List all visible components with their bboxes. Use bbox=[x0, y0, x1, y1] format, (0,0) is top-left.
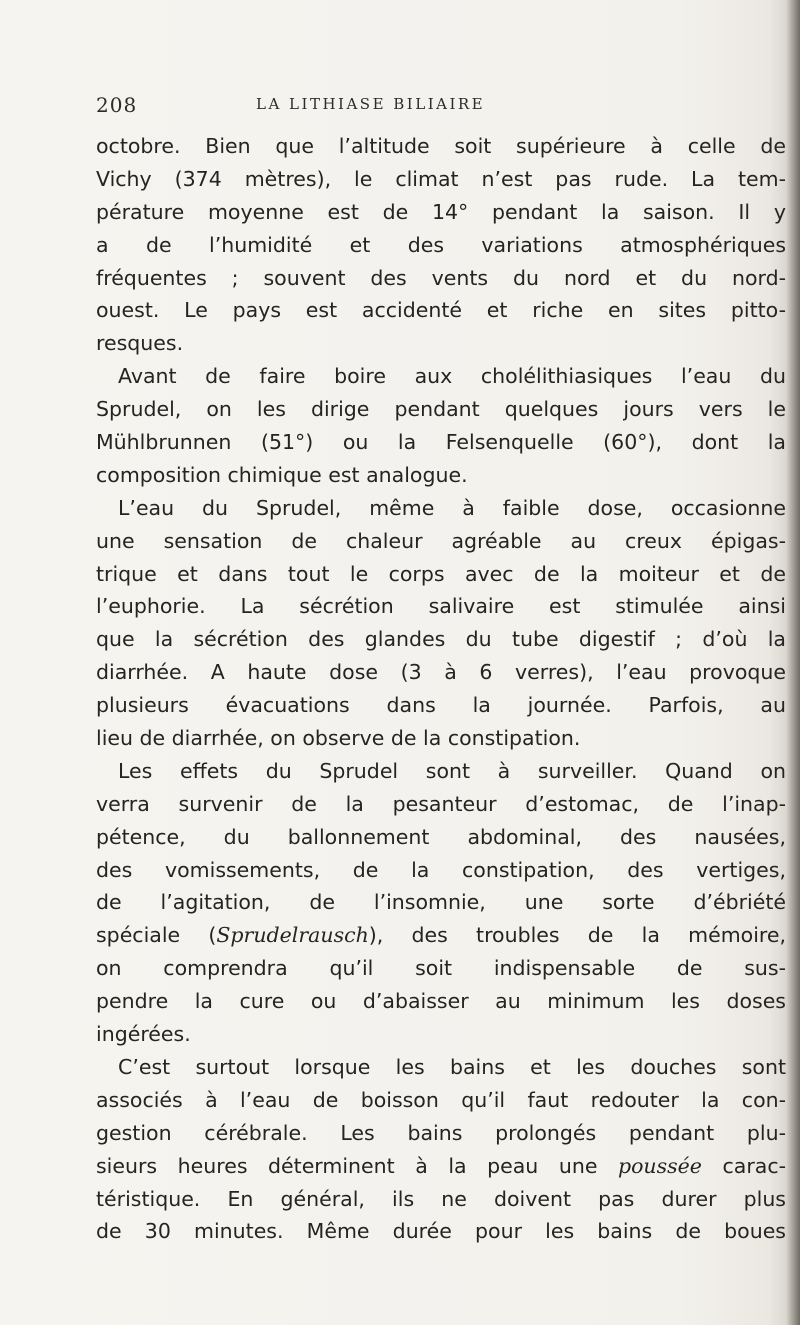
italic-term: poussée bbox=[617, 1153, 702, 1178]
text-line: une sensation de chaleur agréable au creux épigas- bbox=[96, 528, 786, 553]
text-line-with-italic bbox=[96, 1150, 786, 1183]
italic-term: Sprudelrausch bbox=[216, 923, 369, 948]
text-line: ouest. Le pays est accidenté et riche en sites pitto- bbox=[96, 298, 786, 323]
text-line: Mühlbrunnen (51°) ou la Felsenquelle (60°), dont la bbox=[96, 430, 786, 455]
text-line: l’euphorie. La sécrétion salivaire est stimulée ainsi bbox=[96, 594, 786, 619]
text-line: diarrhée. A haute dose (3 à 6 verres), l’eau provoque bbox=[96, 660, 786, 685]
text-line: de 30 minutes. Même durée pour les bains de boues bbox=[96, 1219, 786, 1244]
text-line: on comprendra qu’il soit indispensable de sus- bbox=[96, 956, 786, 981]
paragraph-start: Avant de faire boire aux cholélithiasiques l’eau du bbox=[118, 364, 786, 389]
text-segment: carac- bbox=[701, 1153, 786, 1178]
text-line: plusieurs évacuations dans la journée. Parfois, au bbox=[96, 693, 786, 718]
text-line: des vomissements, de la constipation, des vertiges, bbox=[96, 857, 786, 882]
text-line: octobre. Bien que l’altitude soit supérieure à celle de bbox=[96, 134, 786, 158]
text-line: composition chimique est analogue. bbox=[96, 462, 468, 487]
text-line: gestion cérébrale. Les bains prolongés pendant plu- bbox=[96, 1120, 786, 1145]
text-line: associés à l’eau de boisson qu’il faut redouter la con- bbox=[96, 1087, 786, 1112]
text-line: trique et dans tout le corps avec de la moiteur et de bbox=[96, 561, 786, 586]
page-edge-shadow bbox=[786, 0, 800, 1325]
text-line: resques. bbox=[96, 331, 184, 356]
text-line: pétence, du ballonnement abdominal, des nausées, bbox=[96, 824, 786, 849]
paragraph-start: L’eau du Sprudel, même à faible dose, occasionne bbox=[118, 495, 786, 520]
body-text bbox=[96, 130, 786, 1248]
text-line: ingérées. bbox=[96, 1022, 191, 1047]
text-line: fréquentes ; souvent des vents du nord et du nord- bbox=[96, 265, 786, 290]
running-head bbox=[96, 93, 736, 121]
text-line-with-italic bbox=[96, 919, 786, 952]
text-segment: spéciale ( bbox=[96, 923, 217, 948]
text-line: téristique. En général, ils ne doivent pas durer plus bbox=[96, 1186, 786, 1211]
text-line: a de l’humidité et des variations atmosphériques bbox=[96, 232, 786, 257]
text-line: Vichy (374 mètres), le climat n’est pas rude. La tem- bbox=[96, 166, 786, 191]
running-title: LA LITHIASE BILIAIRE bbox=[256, 95, 486, 113]
text-line: verra survenir de la pesanteur d’estomac, de l’inap- bbox=[96, 791, 786, 816]
text-line: pérature moyenne est de 14° pendant la saison. Il y bbox=[96, 199, 786, 224]
text-line: lieu de diarrhée, on observe de la constipation. bbox=[96, 726, 581, 751]
text-line: de l’agitation, de l’insomnie, une sorte d’ébriété bbox=[96, 890, 786, 915]
text-line: que la sécrétion des glandes du tube digestif ; d’où la bbox=[96, 627, 786, 652]
text-line: pendre la cure ou d’abaisser au minimum les doses bbox=[96, 989, 786, 1014]
paragraph-start: Les effets du Sprudel sont à surveiller. Quand on bbox=[118, 758, 786, 783]
text-segment: sieurs heures déterminent à la peau une bbox=[96, 1153, 618, 1178]
paragraph-start: C’est surtout lorsque les bains et les douches sont bbox=[118, 1054, 786, 1079]
page-number: 208 bbox=[96, 93, 138, 117]
text-line: Sprudel, on les dirige pendant quelques jours vers le bbox=[96, 397, 786, 422]
text-segment: ), des troubles de la mémoire, bbox=[368, 923, 786, 948]
